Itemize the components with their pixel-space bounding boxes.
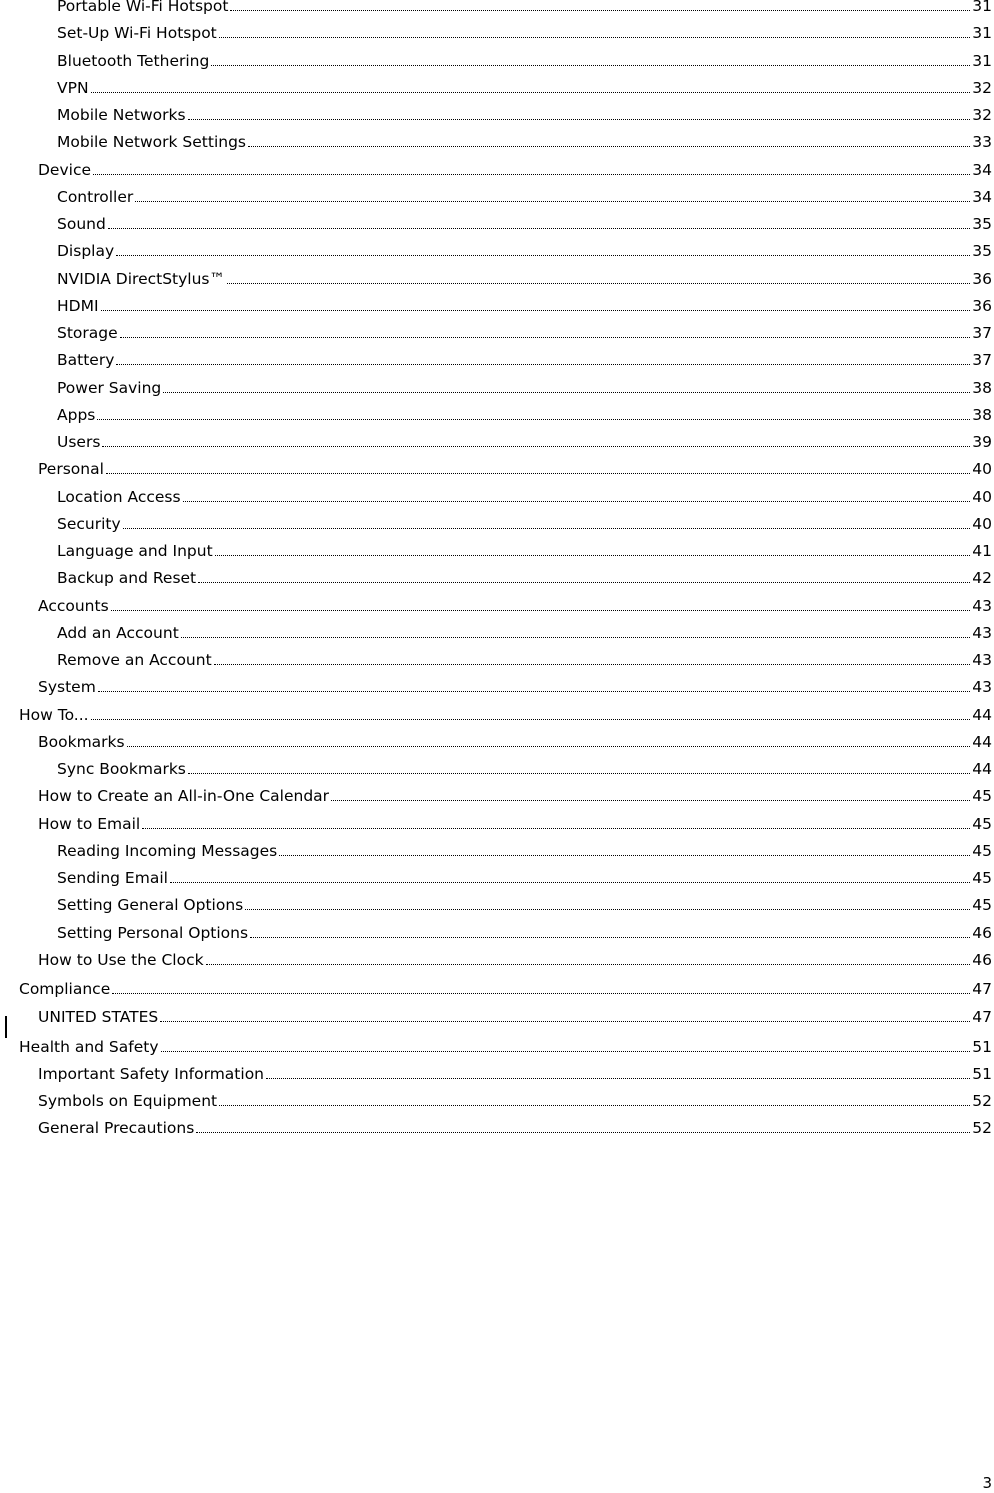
- toc-entry[interactable]: [0, 342, 992, 369]
- toc-entry-title: Sending Email: [57, 869, 168, 887]
- toc-entry-page: 43: [972, 678, 992, 696]
- toc-entry-title: How to Email: [38, 815, 141, 833]
- toc-entry-title: HDMI: [57, 297, 99, 315]
- toc-entry-page: 52: [972, 1119, 992, 1137]
- toc-entry[interactable]: [0, 152, 992, 179]
- toc-entry[interactable]: [0, 1029, 992, 1056]
- toc-entry-title: Setting Personal Options: [57, 924, 249, 942]
- toc-entry[interactable]: [0, 560, 992, 587]
- dot-leader: [91, 719, 971, 720]
- toc-entry[interactable]: [0, 15, 992, 42]
- toc-entry[interactable]: [0, 887, 992, 914]
- toc-entry-page: 40: [972, 515, 992, 533]
- toc-entry-page: 43: [972, 624, 992, 642]
- dot-leader: [214, 664, 971, 665]
- toc-entry-page: 39: [972, 433, 992, 451]
- toc-entry-title: Power Saving: [57, 379, 162, 397]
- toc-entry-title: Bookmarks: [38, 733, 125, 751]
- toc-entry-page: 34: [972, 188, 992, 206]
- toc-entry-title: NVIDIA DirectStylus™: [57, 270, 226, 288]
- toc-entry[interactable]: [0, 451, 992, 478]
- dot-leader: [142, 828, 970, 829]
- dot-leader: [160, 1021, 970, 1022]
- dot-leader: [181, 637, 970, 638]
- change-bar: [5, 1016, 7, 1038]
- dot-leader: [106, 473, 970, 474]
- dot-leader: [266, 1078, 970, 1079]
- dot-leader: [215, 555, 971, 556]
- dot-leader: [198, 582, 970, 583]
- toc-entry-title: Mobile Networks: [57, 106, 186, 124]
- dot-leader: [102, 446, 970, 447]
- toc-entry-title: Mobile Network Settings: [57, 133, 246, 151]
- toc-entry-title: How To...: [19, 706, 89, 724]
- toc-entry-page: 31: [972, 0, 992, 15]
- toc-entry-title: Sync Bookmarks: [57, 760, 186, 778]
- toc-entry-title: Symbols on Equipment: [38, 1092, 218, 1110]
- toc-entry-page: 36: [972, 270, 992, 288]
- toc-entry-title: Backup and Reset: [57, 569, 197, 587]
- dot-leader: [331, 800, 970, 801]
- toc-entry-title: Apps: [57, 406, 96, 424]
- toc-entry[interactable]: [0, 942, 992, 969]
- toc-entry-page: 32: [972, 79, 992, 97]
- toc-entry-page: 51: [972, 1065, 992, 1083]
- toc-entry[interactable]: [0, 397, 992, 424]
- dot-leader: [116, 364, 970, 365]
- toc-entry-title: Personal: [38, 460, 104, 478]
- dot-leader: [108, 228, 970, 229]
- dot-leader: [206, 964, 971, 965]
- toc-entry[interactable]: [0, 179, 992, 206]
- dot-leader: [279, 855, 970, 856]
- dot-leader: [250, 937, 970, 938]
- toc-entry[interactable]: [0, 778, 992, 805]
- toc-entry-title: Storage: [57, 324, 118, 342]
- toc-entry-page: 36: [972, 297, 992, 315]
- toc-entry-page: 44: [972, 733, 992, 751]
- toc-entry-page: 46: [972, 951, 992, 969]
- dot-leader: [111, 610, 971, 611]
- dot-leader: [211, 65, 970, 66]
- toc-entry-page: 52: [972, 1092, 992, 1110]
- toc-entry[interactable]: [0, 506, 992, 533]
- toc-entry-page: 44: [972, 706, 992, 724]
- dot-leader: [97, 419, 970, 420]
- toc-entry-title: Bluetooth Tethering: [57, 52, 210, 70]
- dot-leader: [98, 691, 970, 692]
- toc-entry-title: Location Access: [57, 488, 181, 506]
- toc-entry-page: 45: [972, 842, 992, 860]
- toc-entry[interactable]: [0, 588, 992, 615]
- toc-entry-title: Accounts: [38, 597, 109, 615]
- page-number: 3: [982, 1474, 992, 1492]
- toc-entry-title: How to Create an All-in-One Calendar: [38, 787, 330, 805]
- dot-leader: [123, 528, 971, 529]
- toc-entry-title: Controller: [57, 188, 134, 206]
- dot-leader: [101, 310, 971, 311]
- dot-leader: [91, 92, 971, 93]
- toc-entry-page: 38: [972, 379, 992, 397]
- toc-entry-page: 33: [972, 133, 992, 151]
- toc-entry[interactable]: [0, 315, 992, 342]
- toc-entry-page: 44: [972, 760, 992, 778]
- toc-entry[interactable]: [0, 206, 992, 233]
- toc-entry-title: Health and Safety: [19, 1038, 159, 1056]
- dot-leader: [188, 119, 971, 120]
- dot-leader: [116, 255, 970, 256]
- toc-entry-page: 51: [972, 1038, 992, 1056]
- toc-entry[interactable]: [0, 724, 992, 751]
- toc-entry-page: 37: [972, 324, 992, 342]
- toc-entry[interactable]: [0, 124, 992, 151]
- dot-leader: [196, 1132, 970, 1133]
- toc-entry[interactable]: [0, 915, 992, 942]
- toc-entry[interactable]: [0, 1110, 992, 1137]
- dot-leader: [230, 10, 970, 11]
- toc-entry-page: 40: [972, 488, 992, 506]
- toc-entry-page: 35: [972, 242, 992, 260]
- toc-entry[interactable]: [0, 70, 992, 97]
- toc-entry[interactable]: [0, 43, 992, 70]
- toc-entry-page: 47: [972, 980, 992, 998]
- toc-entry-title: Language and Input: [57, 542, 213, 560]
- toc-entry[interactable]: [0, 971, 992, 998]
- toc-entry-title: Setting General Options: [57, 896, 244, 914]
- dot-leader: [112, 993, 970, 994]
- toc-entry[interactable]: [0, 533, 992, 560]
- toc-entry[interactable]: [0, 0, 992, 15]
- toc-entry-title: Battery: [57, 351, 115, 369]
- toc-entry[interactable]: [0, 1083, 992, 1110]
- toc-entry-page: 41: [972, 542, 992, 560]
- toc-entry[interactable]: [0, 97, 992, 124]
- dot-leader: [188, 773, 970, 774]
- toc-entry-page: 38: [972, 406, 992, 424]
- toc-entry-title: General Precautions: [38, 1119, 195, 1137]
- toc-entry[interactable]: [0, 669, 992, 696]
- toc-entry-page: 34: [972, 161, 992, 179]
- toc-entry-page: 45: [972, 896, 992, 914]
- toc-entry-title: Sound: [57, 215, 106, 233]
- toc-entry-page: 45: [972, 815, 992, 833]
- toc-entry-title: Display: [57, 242, 115, 260]
- toc-entry-title: Remove an Account: [57, 651, 212, 669]
- toc-entry-title: Device: [38, 161, 92, 179]
- toc-entry[interactable]: [0, 697, 992, 724]
- dot-leader: [93, 174, 970, 175]
- toc-entry-title: Compliance: [19, 980, 111, 998]
- toc-entry[interactable]: [0, 233, 992, 260]
- toc-entry-page: 43: [972, 651, 992, 669]
- toc-entry-page: 42: [972, 569, 992, 587]
- dot-leader: [135, 201, 970, 202]
- dot-leader: [170, 882, 970, 883]
- toc-entry[interactable]: [0, 424, 992, 451]
- toc-entry-title: VPN: [57, 79, 89, 97]
- toc-entry[interactable]: [0, 642, 992, 669]
- toc-entry[interactable]: [0, 261, 992, 288]
- toc-entry-page: 37: [972, 351, 992, 369]
- toc-entry-page: 31: [972, 24, 992, 42]
- toc-entry-title: Security: [57, 515, 121, 533]
- toc-entry[interactable]: [0, 833, 992, 860]
- toc-entry-page: 45: [972, 869, 992, 887]
- toc-entry-title: System: [38, 678, 96, 696]
- dot-leader: [120, 337, 971, 338]
- toc-entry[interactable]: [0, 999, 992, 1026]
- toc-entry-page: 31: [972, 52, 992, 70]
- dot-leader: [183, 501, 971, 502]
- toc-entry-page: 35: [972, 215, 992, 233]
- toc-entry[interactable]: [0, 370, 992, 397]
- toc-entry-page: 46: [972, 924, 992, 942]
- toc-entry-title: Set-Up Wi-Fi Hotspot: [57, 24, 217, 42]
- dot-leader: [219, 1105, 970, 1106]
- dot-leader: [161, 1051, 971, 1052]
- toc-entry[interactable]: [0, 1056, 992, 1083]
- dot-leader: [127, 746, 971, 747]
- toc-entry[interactable]: [0, 615, 992, 642]
- dot-leader: [219, 37, 971, 38]
- toc-entry[interactable]: [0, 806, 992, 833]
- dot-leader: [245, 909, 970, 910]
- toc-entry[interactable]: [0, 288, 992, 315]
- toc-entry-page: 40: [972, 460, 992, 478]
- toc-entry-page: 47: [972, 1008, 992, 1026]
- toc-entry-title: Users: [57, 433, 101, 451]
- toc-entry-title: UNITED STATES: [38, 1008, 159, 1026]
- toc-entry-page: 45: [972, 787, 992, 805]
- toc-entry-title: How to Use the Clock: [38, 951, 204, 969]
- toc-entry[interactable]: [0, 860, 992, 887]
- toc-entry-title: Add an Account: [57, 624, 179, 642]
- toc-entry[interactable]: [0, 479, 992, 506]
- dot-leader: [163, 392, 970, 393]
- dot-leader: [248, 146, 970, 147]
- dot-leader: [227, 283, 970, 284]
- toc-entry-title: Portable Wi-Fi Hotspot: [57, 0, 229, 15]
- toc-entry-title: Reading Incoming Messages: [57, 842, 278, 860]
- toc-entry[interactable]: [0, 751, 992, 778]
- toc-entry-page: 32: [972, 106, 992, 124]
- toc-entry-title: Important Safety Information: [38, 1065, 264, 1083]
- toc-entry-page: 43: [972, 597, 992, 615]
